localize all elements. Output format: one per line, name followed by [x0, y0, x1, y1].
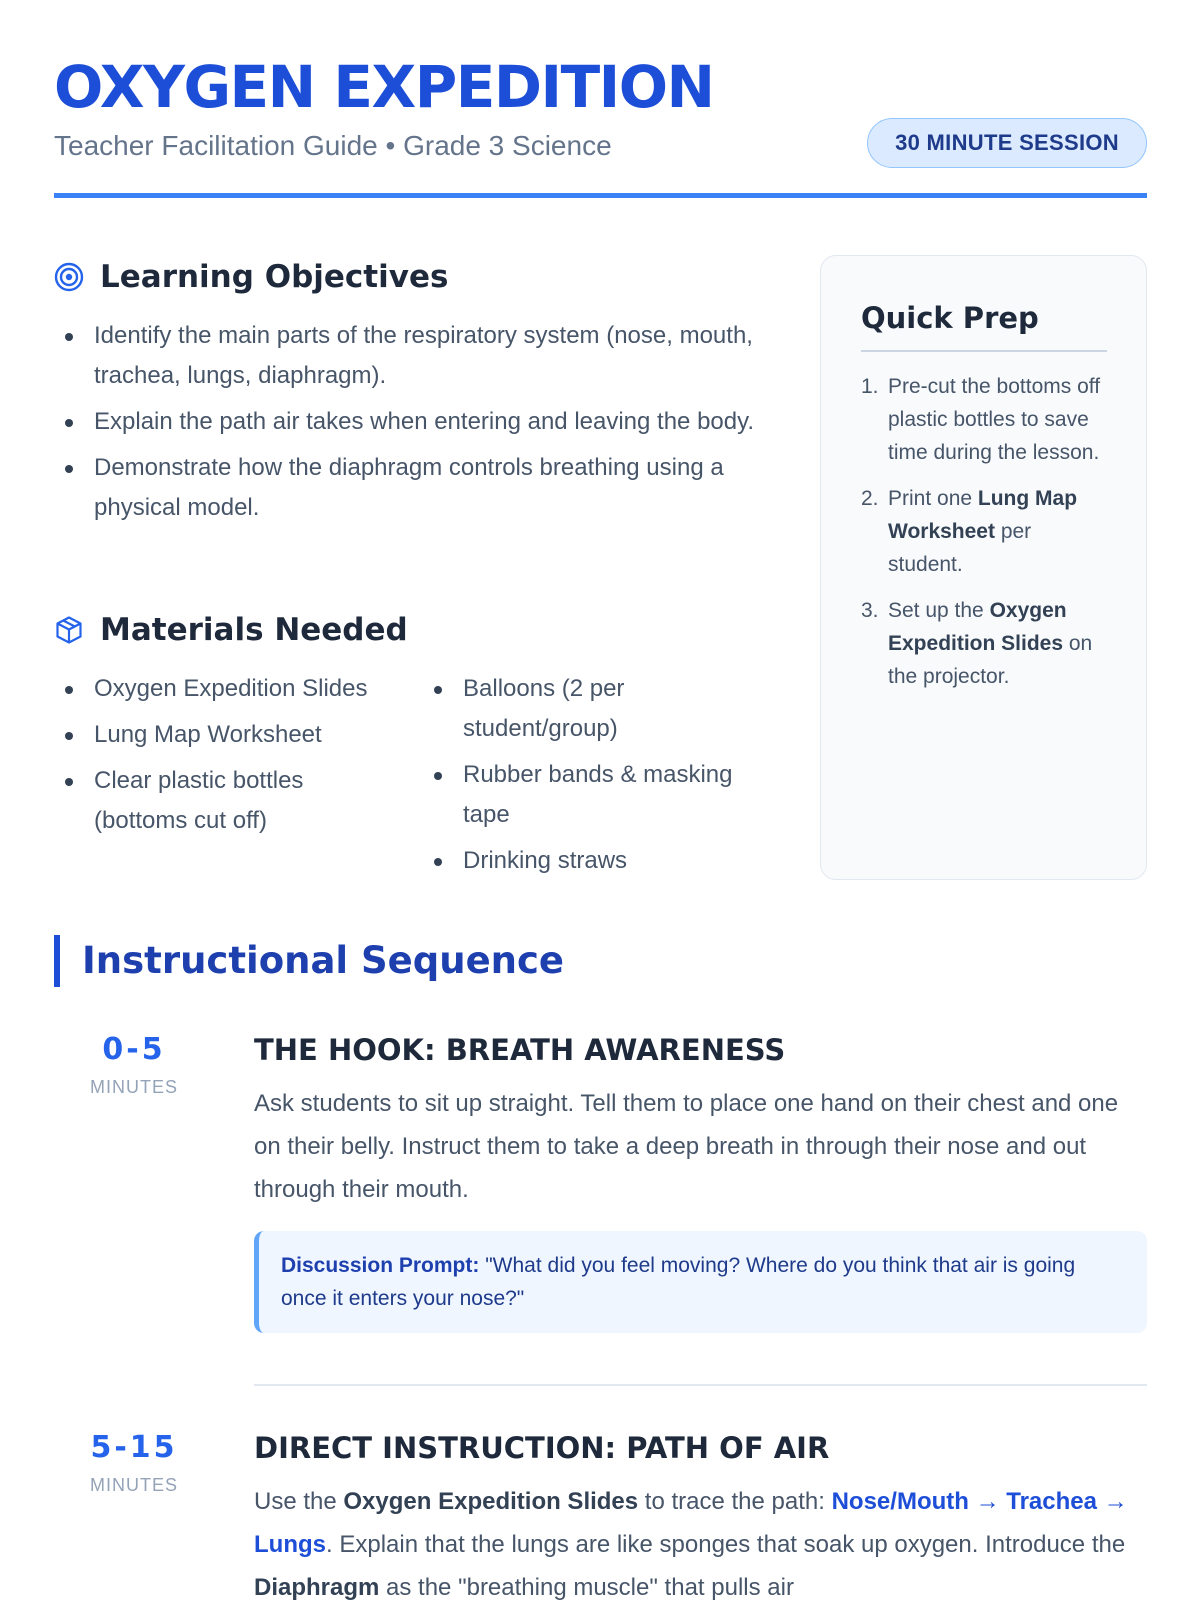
material-item: Lung Map Worksheet: [54, 715, 384, 755]
step-body-emphasis: Oxygen Expedition Slides: [343, 1488, 639, 1515]
air-path-highlight: Nose/Mouth → Trachea → Lungs: [254, 1488, 1128, 1558]
session-length-badge: 30 MINUTE SESSION: [867, 118, 1147, 168]
page-header: [54, 52, 1147, 161]
sequence-heading-text: Instructional Sequence: [82, 939, 565, 982]
prep-item: [861, 482, 1111, 581]
step-time-unit: MINUTES: [90, 1475, 178, 1495]
page-subtitle: Teacher Facilitation Guide • Grade 3 Science: [54, 130, 612, 161]
quick-prep-list: [861, 370, 1111, 706]
target-icon: [54, 262, 84, 292]
prep-item-text: per student.: [888, 520, 1032, 576]
prep-item-emphasis: Lung Map Worksheet: [888, 487, 1078, 543]
prep-item-text: Pre-cut the bottoms off plastic bottles to save time during the lesson.: [888, 375, 1101, 464]
package-icon: [54, 615, 84, 645]
prep-item: [861, 370, 1111, 469]
quick-prep-divider: [861, 350, 1107, 352]
header-divider: [54, 193, 1147, 198]
material-item: Rubber bands & masking tape: [423, 755, 783, 835]
materials-list-column-2: [423, 669, 783, 887]
step-title: THE HOOK: BREATH AWARENESS: [254, 1033, 786, 1067]
objectives-list: [54, 316, 754, 534]
step-body: Ask students to sit up straight. Tell them to place one hand on their chest and one on their belly. Instruct them to take a deep breath in through their nose and out through their mouth.: [254, 1090, 1119, 1203]
discussion-prompt-text: "What did you feel moving? Where do you think that air is going once it enters your nose?": [281, 1254, 1076, 1310]
prep-item: [861, 594, 1111, 693]
step-body-text: Use the: [254, 1488, 344, 1515]
step-time-range: 0-5: [102, 1032, 166, 1067]
objectives-heading-text: Learning Objectives: [100, 259, 449, 295]
step-title: DIRECT INSTRUCTION: PATH OF AIR: [254, 1431, 830, 1465]
material-item: Balloons (2 per student/group): [423, 669, 783, 749]
step-time-block: [54, 1428, 214, 1498]
materials-heading: [54, 610, 408, 650]
prep-item-number: 3.: [861, 599, 879, 622]
prep-item-text: Print one: [888, 487, 978, 510]
sequence-heading: [54, 935, 564, 987]
step-body-text: to trace the path:: [638, 1488, 832, 1515]
objective-item: Explain the path air takes when entering and leaving the body.: [54, 402, 754, 442]
materials-heading-text: Materials Needed: [100, 612, 408, 648]
step-time-block: [54, 1030, 214, 1100]
sequence-step: [254, 1030, 1147, 1333]
prep-item-emphasis: Oxygen Expedition Slides: [888, 599, 1067, 655]
step-body-text: as the "breathing muscle" that pulls air: [379, 1574, 794, 1600]
page-title: OXYGEN EXPEDITION: [54, 53, 714, 121]
quick-prep-card: [820, 255, 1147, 880]
prep-item-number: 2.: [861, 487, 879, 510]
step-body: [254, 1480, 1147, 1600]
material-item: Clear plastic bottles (bottoms cut off): [54, 761, 384, 841]
objectives-heading: [54, 257, 448, 297]
prep-item-number: 1.: [861, 375, 879, 398]
discussion-prompt-label: Discussion Prompt:: [281, 1254, 480, 1277]
quick-prep-title: Quick Prep: [861, 301, 1039, 335]
step-divider: [254, 1384, 1147, 1386]
step-body-text: . Explain that the lungs are like sponges that soak up oxygen. Introduce the: [326, 1531, 1126, 1558]
step-time-range: 5-15: [90, 1430, 178, 1465]
discussion-prompt: [254, 1231, 1147, 1333]
objective-item: Identify the main parts of the respiratory system (nose, mouth, trachea, lungs, diaphragm).: [54, 316, 754, 396]
step-time-unit: MINUTES: [90, 1077, 178, 1097]
material-item: Drinking straws: [423, 841, 783, 881]
material-item: Oxygen Expedition Slides: [54, 669, 384, 709]
sequence-step: [254, 1428, 1147, 1600]
step-body-emphasis: Diaphragm: [254, 1574, 380, 1600]
materials-list-column-1: [54, 669, 384, 847]
prep-item-text: Set up the: [888, 599, 990, 622]
objective-item: Demonstrate how the diaphragm controls breathing using a physical model.: [54, 448, 754, 528]
prep-item-text: on the projector.: [888, 632, 1093, 688]
